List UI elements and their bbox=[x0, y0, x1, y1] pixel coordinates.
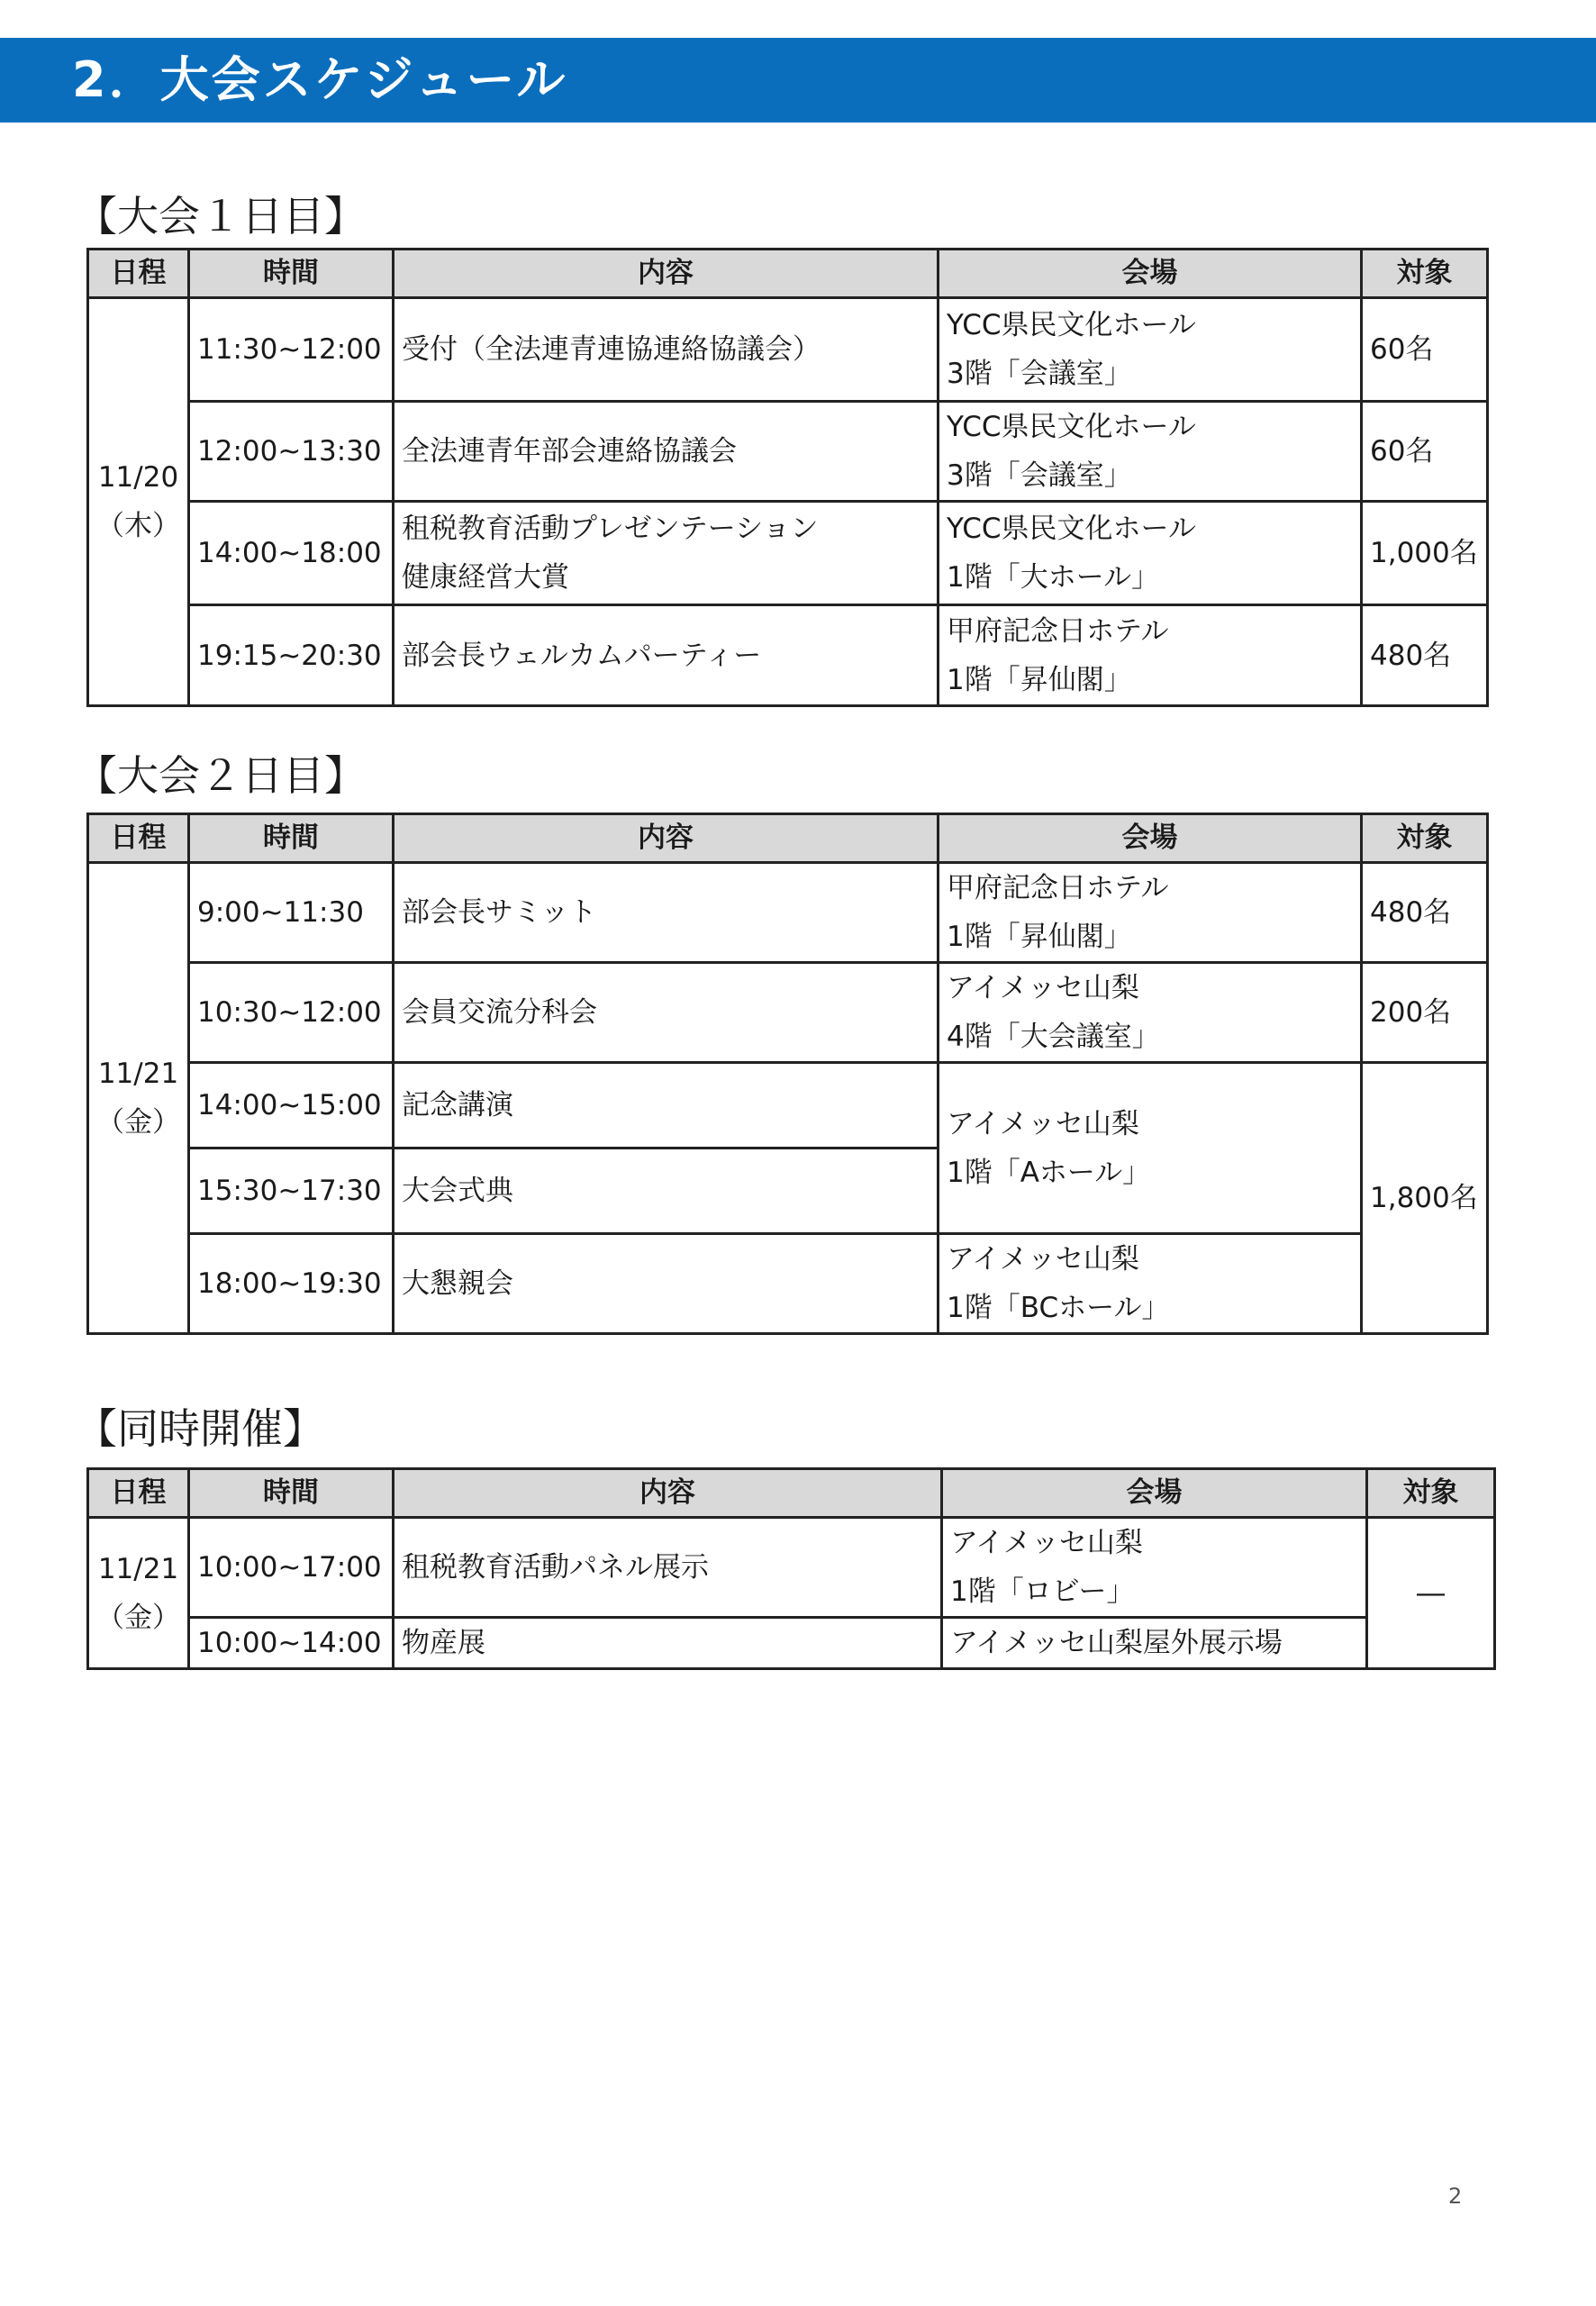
table-header-row bbox=[88, 250, 1488, 298]
venue-line: アイメッセ山梨 bbox=[947, 1107, 1139, 1140]
content-line: 租税教育活動プレゼンテーション bbox=[402, 513, 819, 545]
content-line: 部会長サミット bbox=[402, 896, 597, 929]
table-row bbox=[88, 1234, 1488, 1334]
venue-line: アイメッセ山梨屋外展示場 bbox=[950, 1627, 1283, 1659]
day2-title: 【大会２日目】 bbox=[76, 751, 366, 800]
table-row bbox=[88, 298, 1488, 402]
weekday-text: （木） bbox=[96, 510, 180, 542]
venue-cell bbox=[939, 402, 1362, 502]
venue-cell bbox=[939, 605, 1362, 706]
venue-line: 1階「大ホール」 bbox=[947, 561, 1160, 594]
date-cell bbox=[88, 1518, 189, 1669]
column-header-venue: 会場 bbox=[939, 814, 1362, 863]
time-cell: 19:15~20:30 bbox=[189, 605, 394, 706]
venue-line: 3階「会議室」 bbox=[947, 358, 1132, 390]
column-header-venue: 会場 bbox=[942, 1469, 1367, 1518]
column-header-venue: 会場 bbox=[939, 250, 1362, 298]
column-header-content: 内容 bbox=[394, 250, 939, 298]
content-cell bbox=[394, 963, 939, 1063]
content-cell bbox=[394, 863, 939, 963]
content-cell bbox=[394, 1234, 939, 1334]
time-cell: 12:00~13:30 bbox=[189, 402, 394, 502]
day1-title: 【大会１日目】 bbox=[76, 192, 366, 241]
count-cell: 480名 bbox=[1362, 863, 1488, 963]
date-text: 11/20 bbox=[97, 461, 179, 494]
column-header-time: 時間 bbox=[189, 1469, 394, 1518]
date-cell bbox=[88, 298, 189, 706]
content-cell bbox=[394, 1518, 942, 1618]
venue-line: YCC県民文化ホール bbox=[947, 411, 1196, 443]
count-cell: 1,000名 bbox=[1362, 502, 1488, 605]
content-cell bbox=[394, 1148, 939, 1234]
table-header-row bbox=[88, 1469, 1495, 1518]
venue-cell bbox=[939, 502, 1362, 605]
count-cell: 60名 bbox=[1362, 402, 1488, 502]
venue-cell bbox=[939, 963, 1362, 1063]
table-row bbox=[88, 605, 1488, 706]
count-cell: 1,800名 bbox=[1362, 1063, 1488, 1334]
table-row bbox=[88, 502, 1488, 605]
concurrent-title: 【同時開催】 bbox=[76, 1404, 324, 1453]
content-line: 全法連青年部会連絡協議会 bbox=[402, 435, 737, 468]
venue-cell bbox=[939, 298, 1362, 402]
venue-line: アイメッセ山梨 bbox=[950, 1527, 1143, 1559]
content-cell bbox=[394, 605, 939, 706]
table-row bbox=[88, 1518, 1495, 1618]
day2-schedule-table bbox=[86, 813, 1489, 1335]
column-header-date: 日程 bbox=[88, 1469, 189, 1518]
venue-cell bbox=[942, 1618, 1367, 1669]
column-header-date: 日程 bbox=[88, 250, 189, 298]
weekday-text: （金） bbox=[96, 1106, 180, 1139]
venue-cell bbox=[939, 1234, 1362, 1334]
venue-line: 4階「大会議室」 bbox=[947, 1021, 1160, 1053]
time-cell: 14:00~18:00 bbox=[189, 502, 394, 605]
venue-line: 甲府記念日ホテル bbox=[947, 872, 1169, 904]
count-cell: ― bbox=[1367, 1518, 1495, 1669]
time-cell: 9:00~11:30 bbox=[189, 863, 394, 963]
content-line: 記念講演 bbox=[402, 1089, 513, 1121]
column-header-count: 対象 bbox=[1362, 250, 1488, 298]
content-line: 健康経営大賞 bbox=[402, 561, 569, 594]
date-text: 11/21 bbox=[97, 1058, 179, 1090]
venue-line: 甲府記念日ホテル bbox=[947, 614, 1169, 648]
venue-line: 1階「Aホール」 bbox=[947, 1156, 1151, 1189]
date-cell bbox=[88, 863, 189, 1334]
table-header-row bbox=[88, 814, 1488, 863]
time-cell: 11:30~12:00 bbox=[189, 298, 394, 402]
time-cell: 18:00~19:30 bbox=[189, 1234, 394, 1334]
venue-cell bbox=[939, 863, 1362, 963]
table-row bbox=[88, 1618, 1495, 1669]
content-line: 部会長ウェルカムパーティー bbox=[402, 639, 762, 672]
content-line: 租税教育活動パネル展示 bbox=[402, 1551, 709, 1584]
venue-line: アイメッセ山梨 bbox=[947, 972, 1139, 1004]
venue-line: 1階「ロビー」 bbox=[950, 1575, 1135, 1608]
table-row bbox=[88, 402, 1488, 502]
content-cell bbox=[394, 298, 939, 402]
column-header-time: 時間 bbox=[189, 250, 394, 298]
content-line: 受付（全法連青連協連絡協議会） bbox=[402, 333, 821, 366]
time-cell: 10:00~14:00 bbox=[189, 1618, 394, 1669]
weekday-text: （金） bbox=[96, 1601, 180, 1634]
venue-line: 1階「BCホール」 bbox=[947, 1292, 1170, 1324]
content-cell bbox=[394, 1063, 939, 1148]
table-row bbox=[88, 1063, 1488, 1148]
column-header-content: 内容 bbox=[394, 814, 939, 863]
venue-cell bbox=[939, 1063, 1362, 1234]
content-line: 大会式典 bbox=[402, 1175, 513, 1207]
content-line: 会員交流分科会 bbox=[402, 996, 597, 1029]
page-header-bar bbox=[0, 38, 1596, 123]
time-cell: 10:00~17:00 bbox=[189, 1518, 394, 1618]
time-cell: 15:30~17:30 bbox=[189, 1148, 394, 1234]
venue-cell bbox=[942, 1518, 1367, 1618]
venue-line: 1階「昇仙閣」 bbox=[947, 921, 1132, 953]
day1-schedule-table bbox=[86, 248, 1489, 707]
table-row bbox=[88, 863, 1488, 963]
column-header-date: 日程 bbox=[88, 814, 189, 863]
time-cell: 14:00~15:00 bbox=[189, 1063, 394, 1148]
venue-line: 1階「昇仙閣」 bbox=[947, 663, 1132, 696]
count-cell: 480名 bbox=[1362, 605, 1488, 706]
column-header-count: 対象 bbox=[1367, 1469, 1495, 1518]
venue-line: YCC県民文化ホール bbox=[947, 309, 1196, 341]
concurrent-schedule-table bbox=[86, 1467, 1496, 1670]
count-cell: 200名 bbox=[1362, 963, 1488, 1063]
venue-line: アイメッセ山梨 bbox=[947, 1243, 1139, 1276]
page-title: 2．大会スケジュール bbox=[72, 51, 568, 108]
content-line: 大懇親会 bbox=[402, 1267, 513, 1300]
page-number: 2 bbox=[1448, 2183, 1463, 2209]
column-header-count: 対象 bbox=[1362, 814, 1488, 863]
count-cell: 60名 bbox=[1362, 298, 1488, 402]
venue-line: YCC県民文化ホール bbox=[947, 513, 1196, 545]
time-cell: 10:30~12:00 bbox=[189, 963, 394, 1063]
content-line: 物産展 bbox=[402, 1627, 485, 1659]
table-row bbox=[88, 963, 1488, 1063]
column-header-time: 時間 bbox=[189, 814, 394, 863]
venue-line: 3階「会議室」 bbox=[947, 459, 1132, 492]
column-header-content: 内容 bbox=[394, 1469, 942, 1518]
content-cell bbox=[394, 402, 939, 502]
date-text: 11/21 bbox=[97, 1552, 179, 1585]
content-cell bbox=[394, 1618, 942, 1669]
content-cell bbox=[394, 502, 939, 605]
